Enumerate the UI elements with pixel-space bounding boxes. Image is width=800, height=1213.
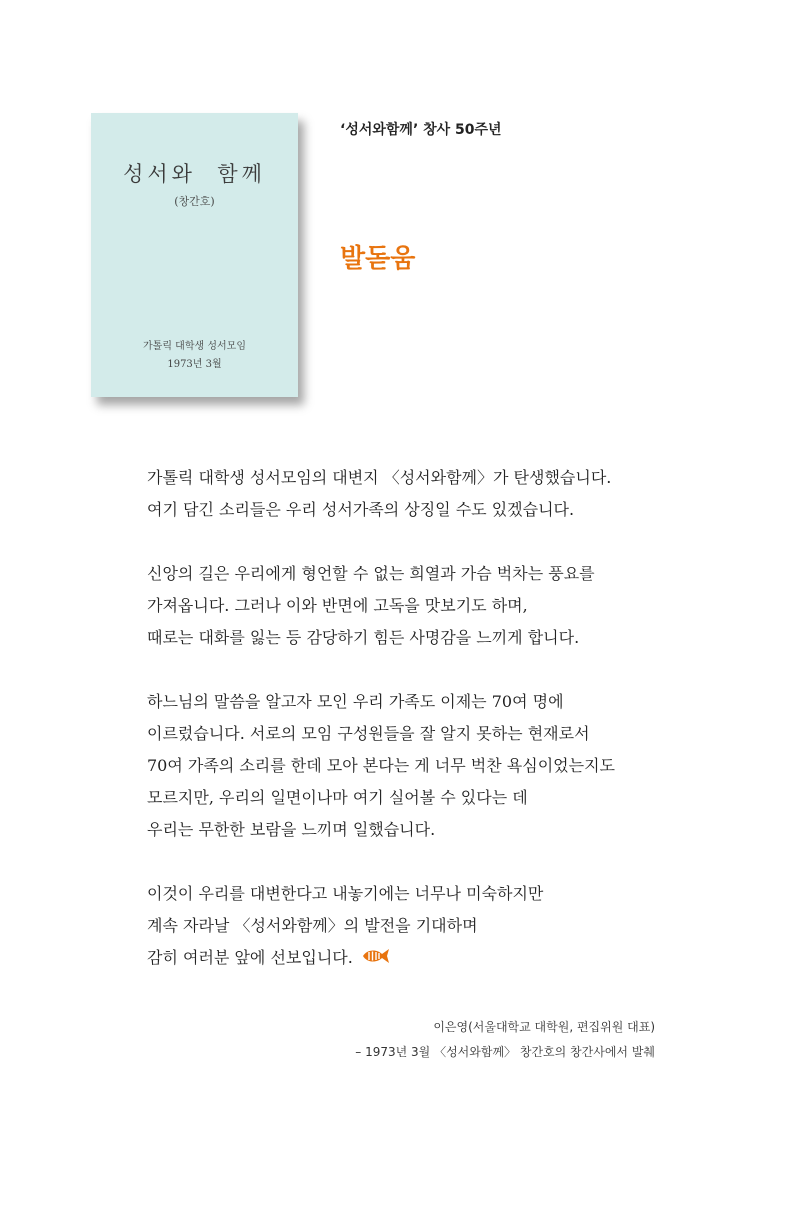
paragraph-3 <box>147 686 667 846</box>
text-line: 가져옵니다. 그러나 이와 반면에 고독을 맛보기도 하며, <box>147 596 528 615</box>
text-line: 70여 가족의 소리를 한데 모아 본다는 게 너무 벅찬 욕심이었는지도 <box>147 756 615 775</box>
book-cover-subtitle: (창간호) <box>174 195 215 208</box>
page-title: 발돋움 <box>340 244 416 274</box>
text-line: 우리는 무한한 보람을 느끼며 일했습니다. <box>147 820 436 839</box>
text-line: 여기 담긴 소리들은 우리 성서가족의 상징일 수도 있겠습니다. <box>147 500 575 519</box>
text-line: 가톨릭 대학생 성서모임의 대변지 〈성서와함께〉가 탄생했습니다. <box>147 468 612 487</box>
book-cover-date: 1973년 3월 <box>167 359 222 370</box>
text-line: 이르렀습니다. 서로의 모임 구성원들을 잘 알지 못하는 현재로서 <box>147 724 590 743</box>
text-line: 하느님의 말씀을 알고자 모인 우리 가족도 이제는 70여 명에 <box>147 692 564 711</box>
text-line: 신앙의 길은 우리에게 형언할 수 없는 희열과 가슴 벅차는 풍요를 <box>147 564 595 583</box>
text-line: 계속 자라날 〈성서와함께〉의 발전을 기대하며 <box>147 916 478 935</box>
source-attribution: – 1973년 3월 〈성서와함께〉 창간호의 창간사에서 발췌 <box>355 1045 655 1059</box>
text-line: 이것이 우리를 대변한다고 내놓기에는 너무나 미숙하지만 <box>147 884 544 903</box>
paragraph-2 <box>147 558 667 654</box>
author-attribution: 이은영(서울대학교 대학원, 편집위원 대표) <box>433 1020 655 1034</box>
book-cover-title: 성서와 함께 <box>123 162 266 186</box>
fish-icon <box>361 943 391 975</box>
text-line-last <box>147 942 667 975</box>
text-line: 모르지만, 우리의 일면이나마 여기 실어볼 수 있다는 데 <box>147 788 528 807</box>
paragraph-4 <box>147 878 667 975</box>
text-line: 감히 여러분 앞에 선보입니다. <box>147 948 353 967</box>
text-line: 때로는 대화를 잃는 등 감당하기 힘든 사명감을 느끼게 합니다. <box>147 628 580 647</box>
article-body <box>147 462 667 975</box>
paragraph-1 <box>147 462 667 526</box>
book-cover-image <box>91 113 298 397</box>
anniversary-label: ‘성서와함께’ 창사 50주년 <box>340 122 502 138</box>
book-cover-publisher: 가톨릭 대학생 성서모임 <box>143 341 246 352</box>
